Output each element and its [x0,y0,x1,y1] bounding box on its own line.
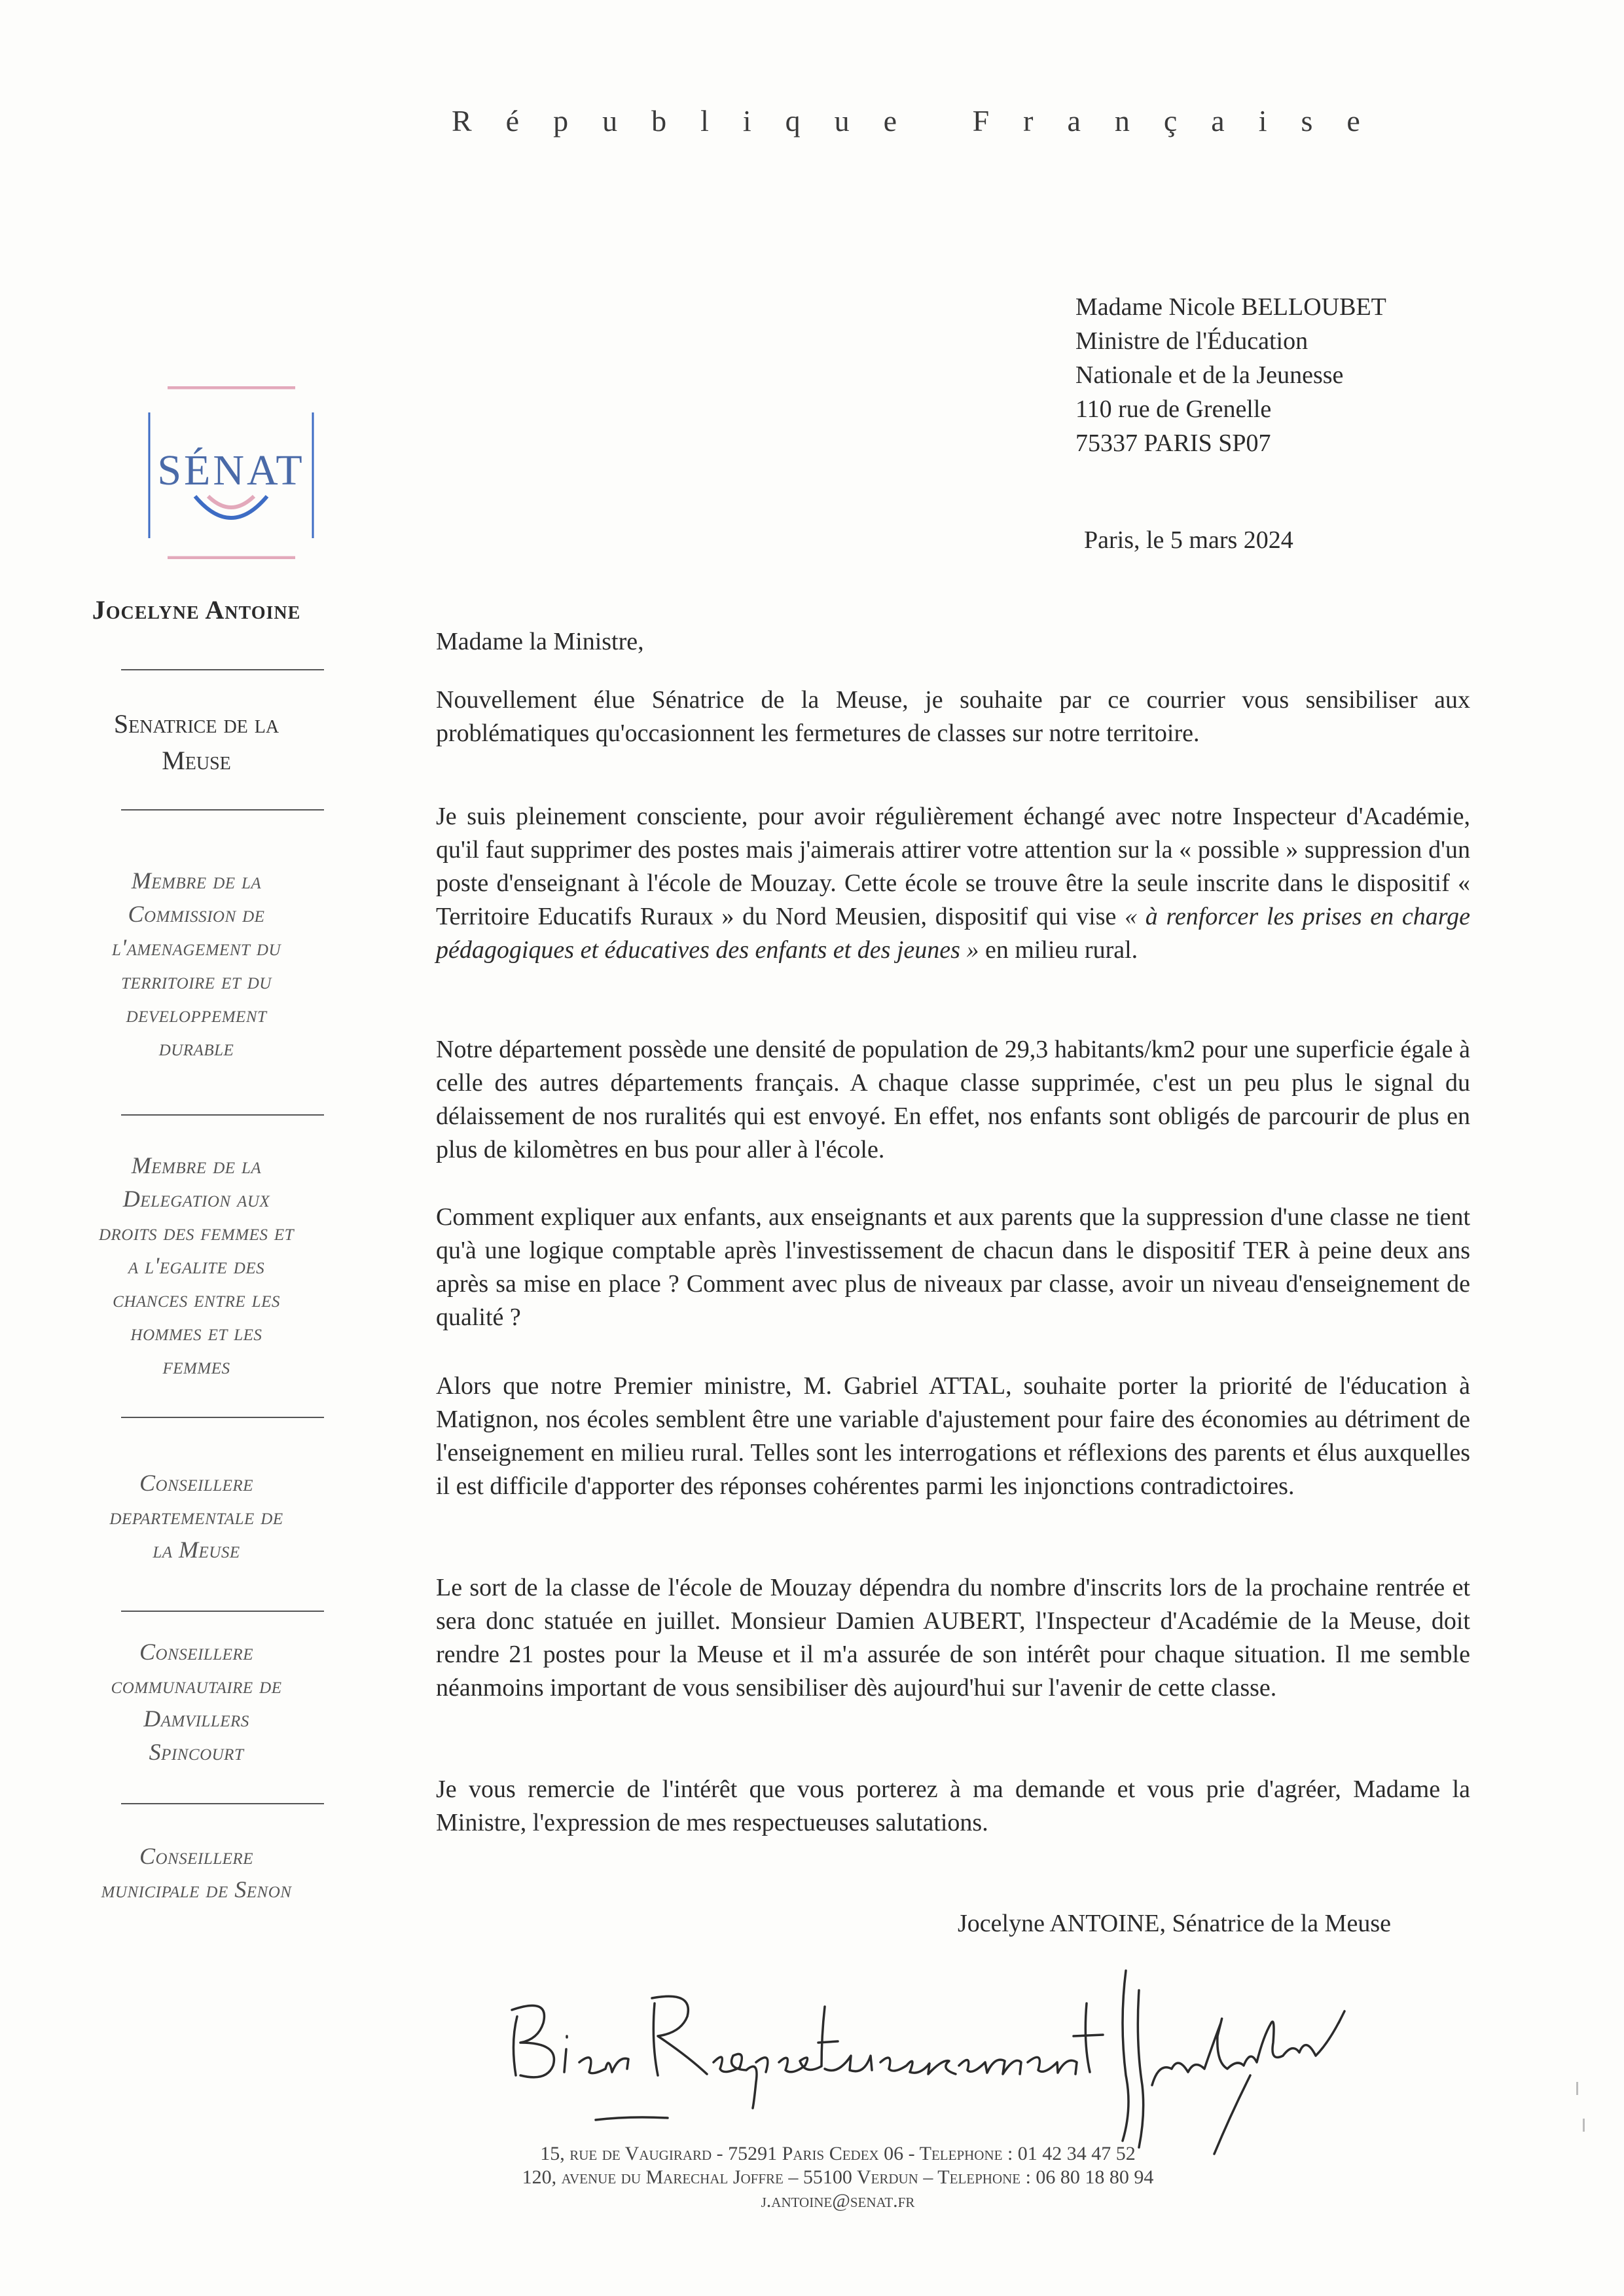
recipient-line: 110 rue de Grenelle [1075,395,1272,423]
letter-paragraph [436,800,1470,967]
paragraph-text: en milieu rural. [979,936,1138,964]
role-line: Conseillere [139,1843,253,1869]
role-delegation-droits-femmes [52,1149,340,1383]
role-line: Conseillere [139,1639,253,1665]
role-line: municipale de Senon [101,1876,292,1903]
role-line: femmes [162,1353,230,1379]
role-line: la Meuse [153,1537,240,1563]
role-line: Commission de [128,901,265,927]
role-line: l'amenagement du [111,934,281,960]
sidebar-divider [121,809,324,811]
letter-date: Paris, le 5 mars 2024 [1084,526,1293,554]
sidebar-divider [121,1611,324,1612]
handwritten-signature [497,1944,1362,2160]
letter-paragraph: Le sort de la classe de l'école de Mouzay dépendra du nombre d'inscrits lors de la prochaine rentrée et sera donc statuée en juillet. Monsieur Damien AUBERT, l'Inspecteur d'Académie de la Meuse, doit rendre 21 postes pour la Meuse et il m'a assurée de son intérêt pour chaque situation. Il me semble néanmoins important de vous sensibiliser dès aujourd'hui sur l'avenir de cette classe. [436,1574,1470,1702]
recipient-line: 75337 PARIS SP07 [1075,429,1271,457]
sidebar-divider [121,1417,324,1418]
recipient-address [1075,290,1386,460]
role-conseillere-departementale [52,1467,340,1567]
signature-drawing [497,1944,1362,2160]
role-line: Membre de la [131,867,262,894]
letter-greeting: Madame la Ministre, [436,628,644,655]
senator-title-line: Senatrice de la [113,709,280,738]
role-line: Damvillers [143,1705,249,1732]
role-line: territoire et du [121,968,272,994]
role-line: hommes et les [130,1319,262,1345]
role-commission-amenagement [52,864,340,1065]
sidebar-divider [121,1114,324,1116]
senator-name: Jocelyne Antoine [92,595,301,625]
sidebar-divider [121,1803,324,1804]
sidebar-divider [121,669,324,670]
letter-paragraph: Je vous remercie de l'intérêt que vous porterez à ma demande et vous prie d'agréer, Madame la Ministre, l'expression de mes respectueuses salutations. [436,1776,1470,1836]
role-line: Conseillere [139,1470,253,1496]
footer-address-verdun: 120, avenue du Marechal Joffre – 55100 Verdun – Telephone : 06 80 18 80 94 [522,2166,1154,2188]
recipient-line: Nationale et de la Jeunesse [1075,361,1344,389]
senator-title-line: Meuse [162,746,231,775]
senator-title [52,706,340,779]
letter-paragraph: Alors que notre Premier ministre, M. Gabriel ATTAL, souhaite porter la priorité de l'éducation à Matignon, nos écoles semblent être une variable d'ajustement pour faire des économies au détriment de l'enseignement en milieu rural. Telles sont les interrogations et réflexions des parents et élus auxquelles il est difficile d'apporter des réponses cohérentes parmi les injonctions contradictoires. [436,1372,1470,1500]
role-line: developpement [126,1001,267,1027]
role-line: droits des femmes et [98,1219,295,1245]
letter-paragraph: Comment expliquer aux enfants, aux enseignants et aux parents que la suppression d'une classe ne tient qu'à une logique comptable après l'investissement de chacun dans le dispositif TER à peine deux ans après sa mise en place ? Comment avec plus de niveaux par classe, avoir un niveau d'enseignement de qualité ? [436,1203,1470,1331]
footer-address-paris: 15, rue de Vaugirard - 75291 Paris Cedex 06 - Telephone : 01 42 34 47 52 [540,2143,1136,2164]
svg-text:SÉNAT: SÉNAT [157,446,305,494]
recipient-line: Ministre de l'Éducation [1075,327,1308,355]
scan-artifact [1576,2082,1578,2095]
letter-paragraph: Nouvellement élue Sénatrice de la Meuse, je souhaite par ce courrier vous sensibiliser aux problématiques qu'occasionnent les fermetures de classes sur notre territoire. [436,686,1470,747]
senat-logo-graphic [135,386,321,559]
role-line: chances entre les [113,1286,280,1312]
role-line: durable [158,1034,234,1061]
role-line: departementale de [109,1503,283,1529]
paragraph-quote: « à renforcer les prises en charge pédagogiques et éducatives des enfants et des jeunes » [436,903,1470,964]
recipient-line: Madame Nicole BELLOUBET [1075,293,1386,321]
role-line: Spincourt [149,1739,244,1765]
role-line: Delegation aux [122,1186,270,1212]
senat-logo [135,386,321,559]
republique-francaise-header: République Française [452,104,1394,137]
role-line: a l'egalite des [128,1252,265,1279]
role-line: Membre de la [131,1152,262,1178]
letter-footer [393,2142,1283,2213]
footer-email: j.antoine@senat.fr [761,2190,915,2212]
letter-paragraph: Notre département possède une densité de population de 29,3 habitants/km2 pour une superficie égale à celle des autres départements français. A chaque classe supprimée, c'est un peu plus le signal du délaissement de nos ruralités qui est envoyé. En effet, nos enfants sont obligés de parcourir de plus en plus de kilomètres en bus pour aller à l'école. [436,1036,1470,1163]
letter-signoff: Jocelyne ANTOINE, Sénatrice de la Meuse [958,1910,1391,1937]
role-conseillere-municipale [52,1840,340,1906]
role-line: communautaire de [111,1672,282,1698]
paragraph-text: Je suis pleinement consciente, pour avoir régulièrement échangé avec notre Inspecteur d'Académie, qu'il faut supprimer des postes mais j'aimerais attirer votre attention sur la « possible » suppression d'un poste d'enseignant à l'école de Mouzay. Cette école se trouve être la seule inscrite dans le dispositif « Territoire Educatifs Ruraux » du Nord Meusien, dispositif qui vise [436,803,1470,930]
role-conseillere-communautaire [52,1635,340,1769]
scan-artifact [1583,2119,1585,2132]
